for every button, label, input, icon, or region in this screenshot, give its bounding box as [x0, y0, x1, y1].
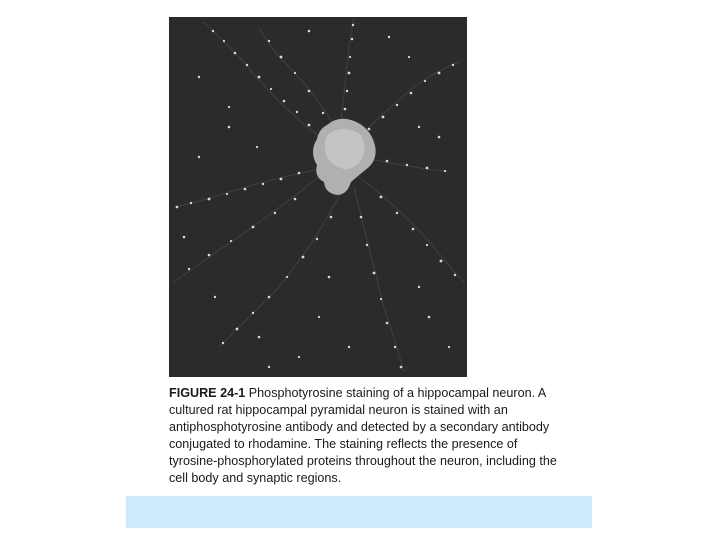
- neuron-micrograph: [169, 17, 467, 377]
- figure-caption-text: Phosphotyrosine staining of a hippocampal neuron. A cultured rat hippocampal pyramidal neuron is stained with an antiphosphotyrosine antibody and detected by a secondary antibody conjugated to rhodamine. The staining reflects the presence of tyrosine-phosphorylated proteins throughout the neuron, including the cell body and synaptic regions.: [169, 386, 557, 485]
- micrograph-image: [169, 17, 467, 377]
- figure-label: FIGURE 24-1: [169, 386, 249, 400]
- highlight-bar: [126, 496, 592, 528]
- figure-caption: [169, 385, 559, 498]
